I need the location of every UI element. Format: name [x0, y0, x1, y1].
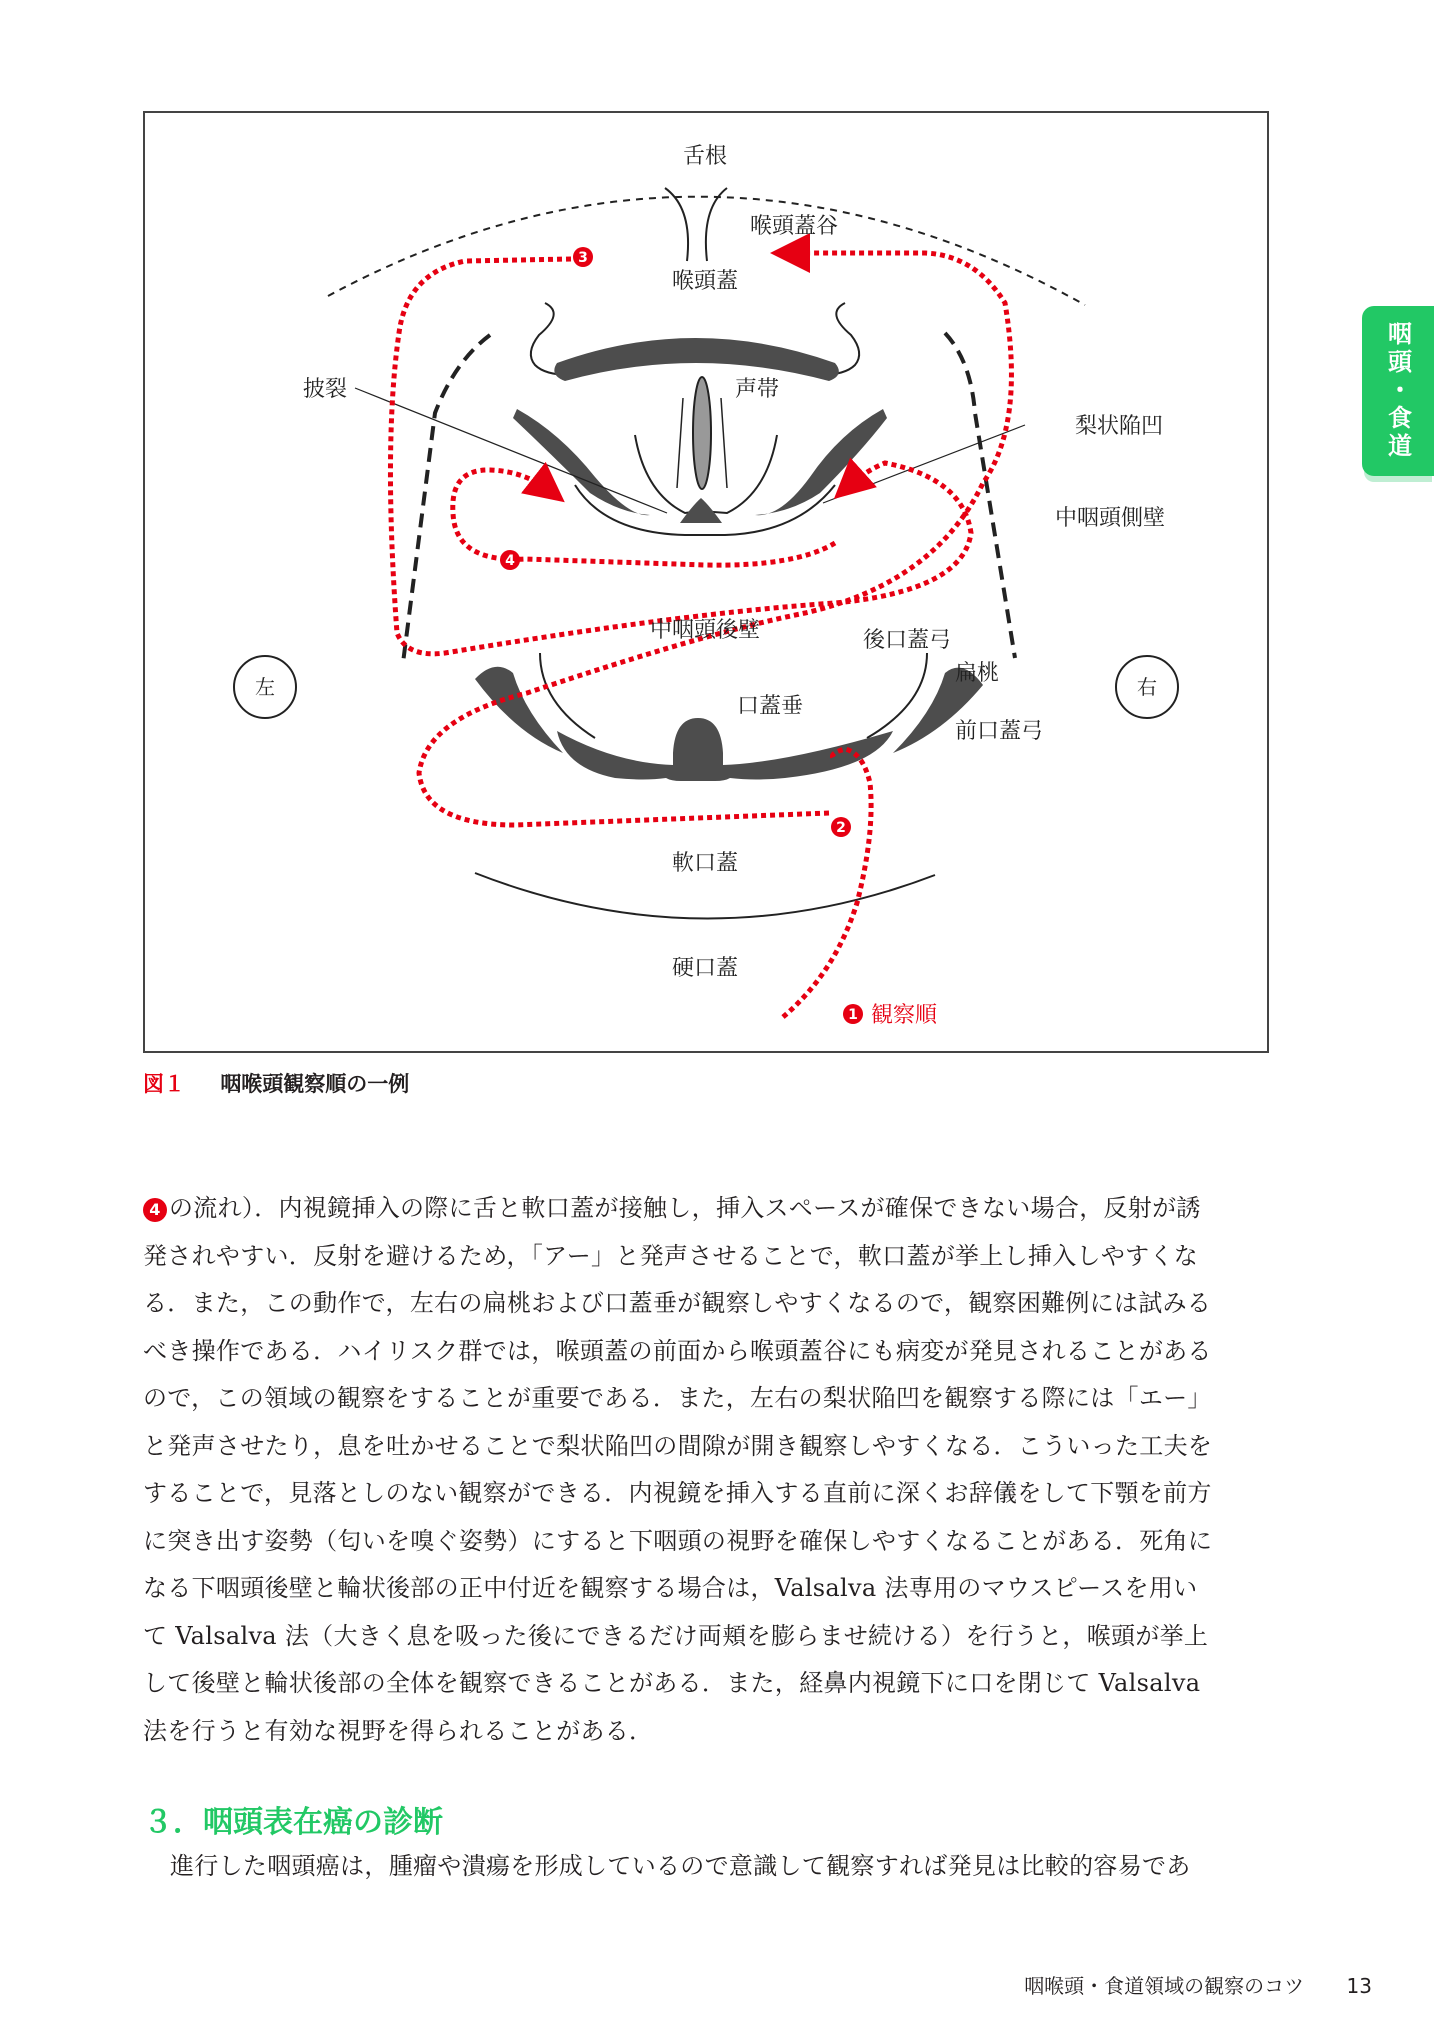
label-vocal-cords: 声帯: [735, 377, 780, 402]
label-right: 右: [1137, 675, 1157, 699]
label-lateral-wall: 中咽頭側壁: [1055, 506, 1166, 531]
text-line: べき操作である．ハイリスク群では，喉頭蓋の前面から喉頭蓋谷にも病変が発見されることがある: [143, 1336, 1212, 1365]
label-anterior-arch: 前口蓋弓: [955, 719, 1044, 744]
text-line: に突き出す姿勢（匂いを嗅ぐ姿勢）にすると下咽頭の視野を確保しやすくなることがある．死角に: [143, 1526, 1213, 1555]
chapter-side-tab: [1362, 306, 1434, 476]
marker-4: [500, 550, 520, 570]
side-tab-label: 咽頭・食道: [1383, 321, 1412, 461]
text-line: [143, 1185, 1269, 1233]
uvula-shape: [557, 718, 893, 781]
svg-text:1: 1: [848, 1007, 858, 1023]
label-epiglottis: 喉頭蓋: [671, 269, 739, 294]
path-segment-3: [390, 259, 971, 654]
tonsil-left: [475, 667, 563, 753]
text-line: することで，見落としのない観察ができる．内視鏡を挿入する直前に深くお辞儀をして下顎を前方: [143, 1479, 1212, 1507]
label-tongue-root: 舌根: [682, 144, 728, 169]
page-footer: [1024, 1970, 1372, 1999]
epiglottis-shape: [554, 338, 839, 381]
label-arytenoid: 披裂: [303, 377, 348, 402]
figure-frame: [143, 111, 1269, 1053]
soft-palate-arc: [475, 873, 935, 919]
label-piriform-sinus: 梨状陥凹: [1075, 414, 1164, 439]
figure-caption: [143, 1068, 409, 1098]
pharyngolaryngeal-diagram: [145, 113, 1267, 1051]
section-paragraph: 進行した咽頭癌は，腫瘤や潰瘍を形成しているので意識して観察すれば発見は比較的容易であ: [170, 1852, 1191, 1880]
arytenoid-pointer: [355, 388, 667, 513]
marker-4-inline: 4: [143, 1198, 167, 1222]
text-line: なる下咽頭後壁と輪状後部の正中付近を観察する場合は，Valsalva 法専用のマウスピースを用い: [143, 1574, 1198, 1602]
text-line: ので，この領域の観察をすることが重要である．また，左右の梨状陥凹を観察する際には「エー」: [143, 1384, 1212, 1412]
body-text: [143, 1185, 1269, 1755]
vallecula-right-curve: [706, 188, 727, 261]
label-left: 左: [255, 675, 275, 699]
caption-title: 咽喉頭観察順の一例: [220, 1072, 410, 1096]
vallecula-left-curve: [665, 188, 688, 261]
label-hard-palate: 硬口蓋: [671, 956, 739, 981]
marker-1: [843, 1004, 863, 1024]
text-line: 法を行うと有効な視野を得られることがある．: [143, 1716, 654, 1745]
text-line: て Valsalva 法（大きく息を吸った後にできるだけ両頬を膨らませ続ける）を行うと，喉頭が挙上: [143, 1621, 1209, 1650]
vocal-fold-line-left: [677, 398, 683, 488]
label-tonsil: 扁桃: [955, 661, 1000, 686]
text-line: る．また，この動作で，左右の扁桃および口蓋垂が観察しやすくなるので，観察困難例には試みる: [143, 1289, 1212, 1317]
lateral-wall-left: [403, 335, 490, 663]
posterior-commissure: [680, 498, 722, 523]
svg-text:4: 4: [505, 553, 515, 569]
label-posterior-wall: 中咽頭後壁: [649, 618, 761, 643]
vocal-cord-shape: [693, 377, 711, 489]
text-line: 発されやすい．反射を避けるため，「アー」と発声させることで，軟口蓋が挙上し挿入しやすくな: [143, 1241, 1199, 1270]
vocal-fold-line-right: [721, 398, 727, 488]
caption-label: 図１: [143, 1072, 185, 1096]
label-uvula: 口蓋垂: [736, 694, 804, 719]
label-observation-order: 観察順: [871, 1003, 938, 1028]
arytenoid-left: [513, 409, 650, 515]
marker-3: [573, 247, 593, 267]
label-soft-palate: 軟口蓋: [671, 851, 739, 876]
marker-2: [831, 817, 851, 837]
footer-title: 咽喉頭・食道領域の観察のコツ: [1024, 1974, 1305, 1998]
label-vallecula: 喉頭蓋谷: [750, 214, 839, 239]
text-line-content: の流れ）．内視鏡挿入の際に舌と軟口蓋が接触し，挿入スペースが確保できない場合，反射が誘: [169, 1194, 1201, 1222]
page-number: 13: [1346, 1974, 1372, 1998]
text-line: して後壁と輪状後部の全体を観察できることがある．また，経鼻内視鏡下に口を閉じて Valsalva: [143, 1669, 1201, 1697]
svg-text:3: 3: [578, 250, 588, 266]
svg-text:2: 2: [836, 820, 846, 836]
text-line: と発声させたり，息を吐かせることで梨状陥凹の間隙が開き観察しやすくなる．こういった工夫を: [143, 1431, 1213, 1460]
label-posterior-arch: 後口蓋弓: [863, 628, 952, 653]
posterior-arch-left: [540, 653, 595, 738]
section-heading: ３．咽頭表在癌の診断: [143, 1805, 443, 1840]
path-segment-1: [783, 749, 871, 1017]
